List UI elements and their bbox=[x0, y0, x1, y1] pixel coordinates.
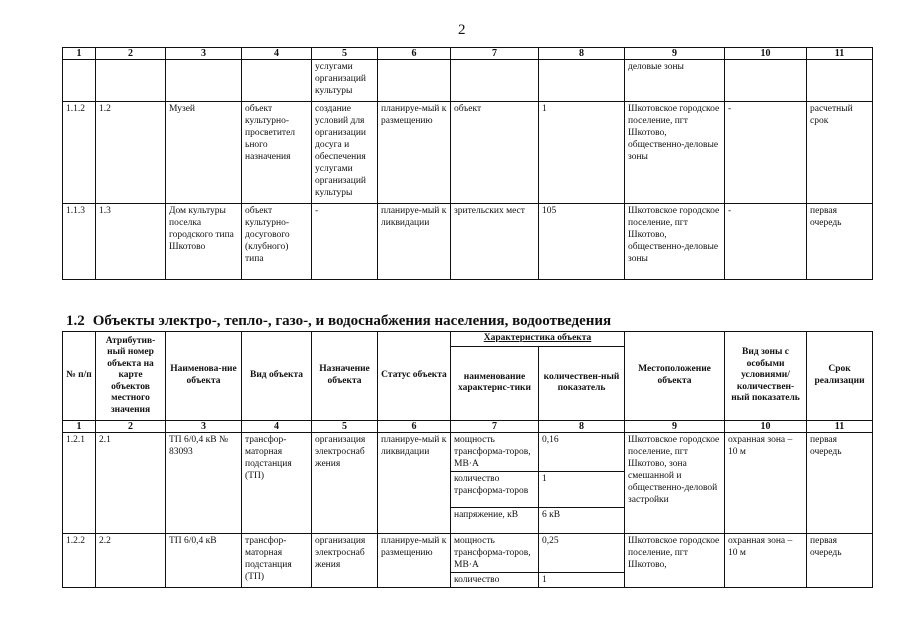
cell-char-name: мощность трансформа-торов, МВ·А bbox=[451, 432, 539, 471]
cell-type bbox=[242, 60, 312, 102]
cell-purpose: организация электроснаб жения bbox=[312, 533, 378, 587]
cell-char-name: зрительских мест bbox=[451, 204, 539, 280]
col-num: 2 bbox=[96, 420, 166, 432]
cell-attr-number: 1.3 bbox=[96, 204, 166, 280]
col-num: 8 bbox=[539, 48, 625, 60]
cell-zone: охранная зона – 10 м bbox=[725, 533, 807, 587]
col-num: 7 bbox=[451, 48, 539, 60]
header-attr-number: Атрибутив-ный номер объекта на карте объектов местного значения bbox=[96, 332, 166, 421]
cell-char-value bbox=[539, 60, 625, 102]
cell-purpose: создание условий для организации досуга и обеспечения услугами организаций культуры bbox=[312, 102, 378, 204]
col-num: 11 bbox=[807, 48, 873, 60]
col-num: 10 bbox=[725, 420, 807, 432]
col-num: 6 bbox=[378, 420, 451, 432]
table-row bbox=[63, 204, 873, 280]
cell-char-name: мощность трансформа-торов, МВ·А bbox=[451, 533, 539, 572]
cell-location: Шкотовское городское поселение, пгт Шкотово, bbox=[625, 533, 725, 587]
cell-term bbox=[807, 60, 873, 102]
header-characteristics: Характеристика объекта bbox=[451, 332, 625, 347]
col-num: 8 bbox=[539, 420, 625, 432]
cell-name: Дом культуры поселка городского типа Шкотово bbox=[166, 204, 242, 280]
table-row bbox=[63, 60, 873, 102]
header-status: Статус объекта bbox=[378, 332, 451, 421]
header-number: № п/п bbox=[63, 332, 96, 421]
cell-zone: - bbox=[725, 204, 807, 280]
cell-attr-number bbox=[96, 60, 166, 102]
cell-char-value: 0,25 bbox=[539, 533, 625, 572]
cell-status: планируе-мый к размещению bbox=[378, 102, 451, 204]
section-number: 1.2 bbox=[66, 313, 85, 329]
header-zone: Вид зоны с особыми условиями/ количествен-ный показатель bbox=[725, 332, 807, 421]
cell-char-name: объект bbox=[451, 102, 539, 204]
cell-name: ТП 6/0,4 кВ № 83093 bbox=[166, 432, 242, 533]
cell-attr-number: 2.1 bbox=[96, 432, 166, 533]
cell-char-name: напряжение, кВ bbox=[451, 507, 539, 533]
cell-zone bbox=[725, 60, 807, 102]
col-num: 1 bbox=[63, 48, 96, 60]
cultural-objects-table bbox=[62, 47, 873, 280]
cell-char-name: количество трансформа-торов bbox=[451, 471, 539, 507]
page-number: 2 bbox=[458, 22, 466, 38]
cell-attr-number: 1.2 bbox=[96, 102, 166, 204]
col-num: 9 bbox=[625, 420, 725, 432]
cell-name bbox=[166, 60, 242, 102]
col-num: 5 bbox=[312, 48, 378, 60]
cell-purpose: услугами организаций культуры bbox=[312, 60, 378, 102]
cell-name: Музей bbox=[166, 102, 242, 204]
cell-attr-number: 2.2 bbox=[96, 533, 166, 587]
cell-zone: - bbox=[725, 102, 807, 204]
table-row bbox=[63, 102, 873, 204]
col-num: 6 bbox=[378, 48, 451, 60]
cell-char-value: 1 bbox=[539, 102, 625, 204]
cell-char-value: 1 bbox=[539, 572, 625, 587]
header-char-value: количествен-ный показатель bbox=[539, 346, 625, 420]
cell-number: 1.2.2 bbox=[63, 533, 96, 587]
header-term: Срок реализации bbox=[807, 332, 873, 421]
cell-type: объект культурно-досугового (клубного) типа bbox=[242, 204, 312, 280]
cell-location: Шкотовское городское поселение, пгт Шкотово, зона смешанной и общественно-деловой застройки bbox=[625, 432, 725, 533]
cell-char-value: 1 bbox=[539, 471, 625, 507]
col-num: 2 bbox=[96, 48, 166, 60]
col-num: 7 bbox=[451, 420, 539, 432]
cell-location: Шкотовское городское поселение, пгт Шкотово, общественно-деловые зоны bbox=[625, 204, 725, 280]
col-num: 11 bbox=[807, 420, 873, 432]
cell-term: первая очередь bbox=[807, 204, 873, 280]
header-row bbox=[63, 332, 873, 347]
section-title bbox=[66, 313, 611, 330]
table-row bbox=[63, 432, 873, 471]
cell-type: трансфор-маторная подстанция (ТП) bbox=[242, 432, 312, 533]
cell-name: ТП 6/0,4 кВ bbox=[166, 533, 242, 587]
cell-location: деловые зоны bbox=[625, 60, 725, 102]
col-num: 10 bbox=[725, 48, 807, 60]
cell-status bbox=[378, 60, 451, 102]
cell-char-value: 0,16 bbox=[539, 432, 625, 471]
cell-location: Шкотовское городское поселение, пгт Шкотово, общественно-деловые зоны bbox=[625, 102, 725, 204]
header-name: Наименова-ние объекта bbox=[166, 332, 242, 421]
cell-purpose: - bbox=[312, 204, 378, 280]
table-row bbox=[63, 533, 873, 572]
cell-char-value: 6 кВ bbox=[539, 507, 625, 533]
header-location: Местоположение объекта bbox=[625, 332, 725, 421]
cell-char-name: количество bbox=[451, 572, 539, 587]
cell-number bbox=[63, 60, 96, 102]
cell-number: 1.2.1 bbox=[63, 432, 96, 533]
header-char-name: наименование характерис-тики bbox=[451, 346, 539, 420]
cell-status: планируе-мый к ликвидации bbox=[378, 432, 451, 533]
col-num: 5 bbox=[312, 420, 378, 432]
cell-term: первая очередь bbox=[807, 432, 873, 533]
cell-status: планируе-мый к ликвидации bbox=[378, 204, 451, 280]
header-type: Вид объекта bbox=[242, 332, 312, 421]
cell-char-name bbox=[451, 60, 539, 102]
col-num: 4 bbox=[242, 420, 312, 432]
cell-number: 1.1.3 bbox=[63, 204, 96, 280]
header-purpose: Назначение объекта bbox=[312, 332, 378, 421]
cell-type: объект культурно-просветител ьного назначения bbox=[242, 102, 312, 204]
cell-type: трансфор-маторная подстанция (ТП) bbox=[242, 533, 312, 587]
col-num: 1 bbox=[63, 420, 96, 432]
column-number-row bbox=[63, 48, 873, 60]
col-num: 4 bbox=[242, 48, 312, 60]
utility-objects-table bbox=[62, 331, 873, 588]
cell-zone: охранная зона – 10 м bbox=[725, 432, 807, 533]
cell-term: первая очередь bbox=[807, 533, 873, 587]
cell-status: планируе-мый к размещению bbox=[378, 533, 451, 587]
cell-term: расчетный срок bbox=[807, 102, 873, 204]
col-num: 3 bbox=[166, 420, 242, 432]
cell-number: 1.1.2 bbox=[63, 102, 96, 204]
col-num: 9 bbox=[625, 48, 725, 60]
col-num: 3 bbox=[166, 48, 242, 60]
column-number-row bbox=[63, 420, 873, 432]
cell-purpose: организация электроснаб жения bbox=[312, 432, 378, 533]
section-heading: Объекты электро-, тепло-, газо-, и водоснабжения населения, водоотведения bbox=[92, 313, 612, 329]
cell-char-value: 105 bbox=[539, 204, 625, 280]
